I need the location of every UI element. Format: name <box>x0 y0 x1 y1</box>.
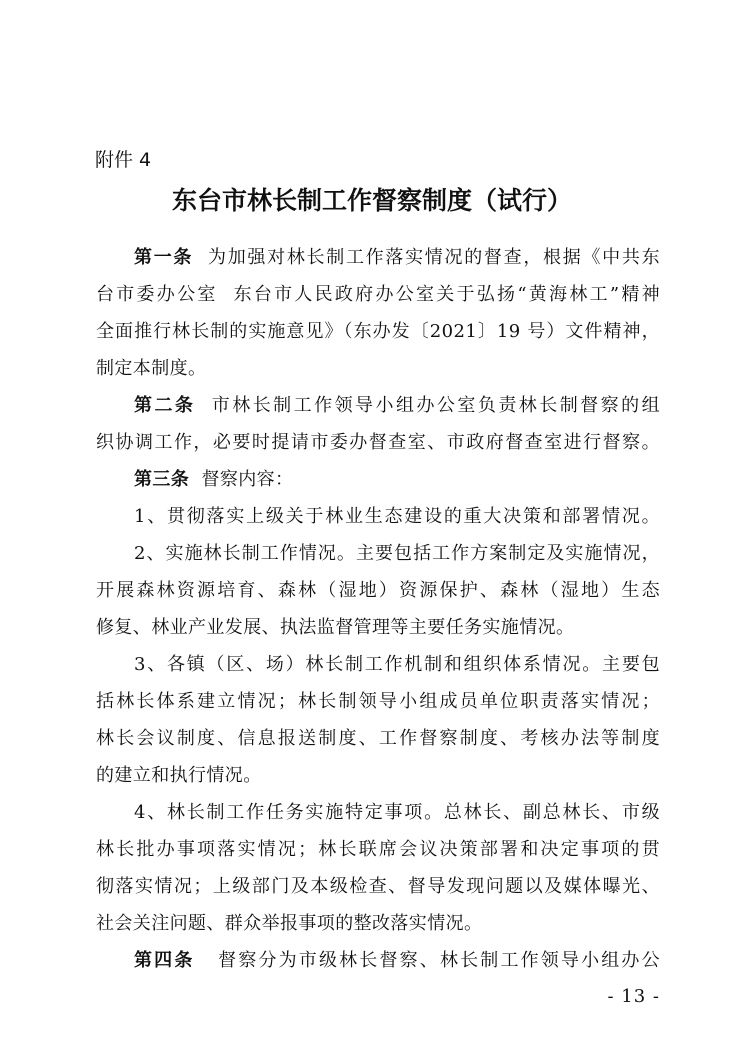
body-line <box>96 461 660 498</box>
body-line <box>96 794 660 831</box>
body-line <box>96 535 660 572</box>
line-text: 督察内容： <box>189 469 294 490</box>
line-text: 林长批办事项落实情况；林长联席会议决策部署和决定事项的贯 <box>96 839 660 860</box>
line-text: 括林长体系建立情况；林长制领导小组成员单位职责落实情况； <box>96 691 660 712</box>
attachment-label: 附件 4 <box>95 149 152 171</box>
body-line <box>96 498 660 535</box>
body-line <box>96 239 660 276</box>
line-text: 的建立和执行情况。 <box>96 765 262 786</box>
line-text: 为加强对林长制工作落实情况的督查，根据《中共东 <box>193 247 660 268</box>
body-line <box>96 387 660 424</box>
line-text: 织协调工作，必要时提请市委办督查室、市政府督查室进行督察。 <box>96 432 660 453</box>
body-line <box>96 350 660 387</box>
body-line <box>96 609 660 646</box>
body-line <box>96 831 660 868</box>
document-body <box>96 239 660 979</box>
line-text: 修复、林业产业发展、执法监督管理等主要任务实施情况。 <box>96 617 575 638</box>
line-text: 制定本制度。 <box>96 358 207 379</box>
line-text: 台市委办公室 东台市人民政府办公室关于弘扬“黄海林工”精神 <box>96 284 660 305</box>
line-text: 4、林长制工作任务实施特定事项。总林长、副总林长、市级 <box>134 802 660 823</box>
article-heading: 第四条 <box>134 950 195 971</box>
line-text: 2、实施林长制工作情况。主要包括工作方案制定及实施情况， <box>134 543 660 564</box>
body-line <box>96 720 660 757</box>
line-text: 市林长制工作领导小组办公室负责林长制督察的组 <box>195 395 660 416</box>
body-line <box>96 942 660 979</box>
body-line <box>96 572 660 609</box>
page-title: 东台市林长制工作督察制度（试行） <box>171 186 572 215</box>
body-line <box>96 313 660 350</box>
body-line <box>96 683 660 720</box>
article-heading: 第三条 <box>134 469 190 490</box>
page-number: - 13 - <box>607 986 660 1007</box>
line-text: 开展森林资源培育、森林（湿地）资源保护、森林（湿地）生态 <box>96 580 660 601</box>
line-text: 彻落实情况；上级部门及本级检查、督导发现问题以及媒体曝光、 <box>96 876 660 897</box>
body-line <box>96 424 660 461</box>
article-heading: 第一条 <box>134 247 194 268</box>
line-text: 3、各镇（区、场）林长制工作机制和组织体系情况。主要包 <box>134 654 660 675</box>
line-text: 林长会议制度、信息报送制度、工作督察制度、考核办法等制度 <box>96 728 660 749</box>
body-line <box>96 646 660 683</box>
body-line <box>96 905 660 942</box>
line-text: 全面推行林长制的实施意见》（东办发〔2021〕19 号）文件精神， <box>96 321 660 342</box>
line-text: 社会关注问题、群众举报事项的整改落实情况。 <box>96 913 483 934</box>
line-text: 1、贯彻落实上级关于林业生态建设的重大决策和部署情况。 <box>134 506 660 527</box>
article-heading: 第二条 <box>134 395 196 416</box>
body-line <box>96 757 660 794</box>
body-line <box>96 868 660 905</box>
line-text: 督察分为市级林长督察、林长制工作领导小组办公 <box>194 950 660 971</box>
body-line <box>96 276 660 313</box>
